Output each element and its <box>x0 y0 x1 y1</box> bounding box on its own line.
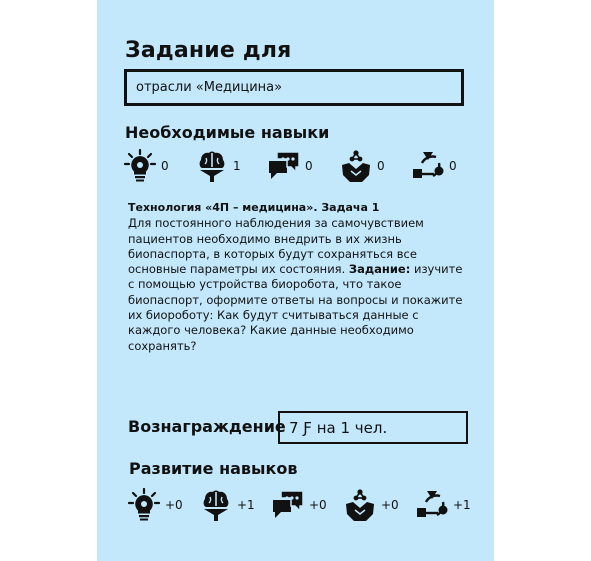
required-skill-communication <box>267 149 329 183</box>
hands-network-icon <box>343 488 377 522</box>
required-skill-thinking <box>195 149 257 183</box>
required-skills-row <box>123 146 483 186</box>
growth-skill-ideas <box>127 488 189 522</box>
reward-value: 7 Ƒ на 1 чел. <box>289 418 388 437</box>
chat-bubbles-icon <box>267 149 301 183</box>
task-card <box>97 0 494 561</box>
brain-funnel-icon <box>199 488 233 522</box>
chat-bubbles-icon <box>271 488 305 522</box>
hands-network-icon <box>339 149 373 183</box>
reward-field <box>278 411 468 444</box>
growth-skill-process <box>415 488 477 522</box>
lightbulb-gear-icon <box>123 149 157 183</box>
required-skills-title: Необходимые навыки <box>125 123 330 142</box>
skill-value: 0 <box>305 159 313 173</box>
skill-value: 0 <box>377 159 385 173</box>
task-text-continued: изучите с помощью устройства биоробота, что такое биопаспорт, оформите ответы на вопросы и покажите их биороботу: Как будут считываться данные с каждого человека? Какие данные необходимо сохранять? <box>128 262 463 353</box>
lightbulb-gear-icon <box>127 488 161 522</box>
industry-field <box>124 69 464 106</box>
skills-growth-row <box>127 485 487 525</box>
task-heading: Технология «4П – медицина». Задача 1 <box>128 201 380 214</box>
card-title: Задание для <box>125 38 292 63</box>
growth-skill-thinking <box>199 488 261 522</box>
brain-funnel-icon <box>195 149 229 183</box>
skill-growth-value: +1 <box>453 498 471 512</box>
process-cycle-icon <box>415 488 449 522</box>
skill-growth-value: +0 <box>381 498 399 512</box>
skill-value: 0 <box>449 159 457 173</box>
task-description <box>128 200 468 354</box>
growth-skill-communication <box>271 488 333 522</box>
industry-text: отрасли «Медицина» <box>136 80 283 95</box>
required-skill-teamwork <box>339 149 401 183</box>
skill-growth-value: +0 <box>165 498 183 512</box>
reward-label: Вознаграждение <box>128 417 286 436</box>
task-body <box>128 216 468 354</box>
skills-growth-title: Развитие навыков <box>129 459 298 478</box>
growth-skill-teamwork <box>343 488 405 522</box>
task-label: Задание: <box>348 262 411 277</box>
skill-value: 0 <box>161 159 169 173</box>
task-text: Для постоянного наблюдения за самочувствием пациентов необходимо внедрить в их жизнь биопаспорта, в которых будут сохраняться все основные параметры их состояния. <box>128 216 424 277</box>
skill-growth-value: +0 <box>309 498 327 512</box>
required-skill-ideas <box>123 149 185 183</box>
required-skill-process <box>411 149 473 183</box>
process-cycle-icon <box>411 149 445 183</box>
skill-growth-value: +1 <box>237 498 255 512</box>
skill-value: 1 <box>233 159 241 173</box>
